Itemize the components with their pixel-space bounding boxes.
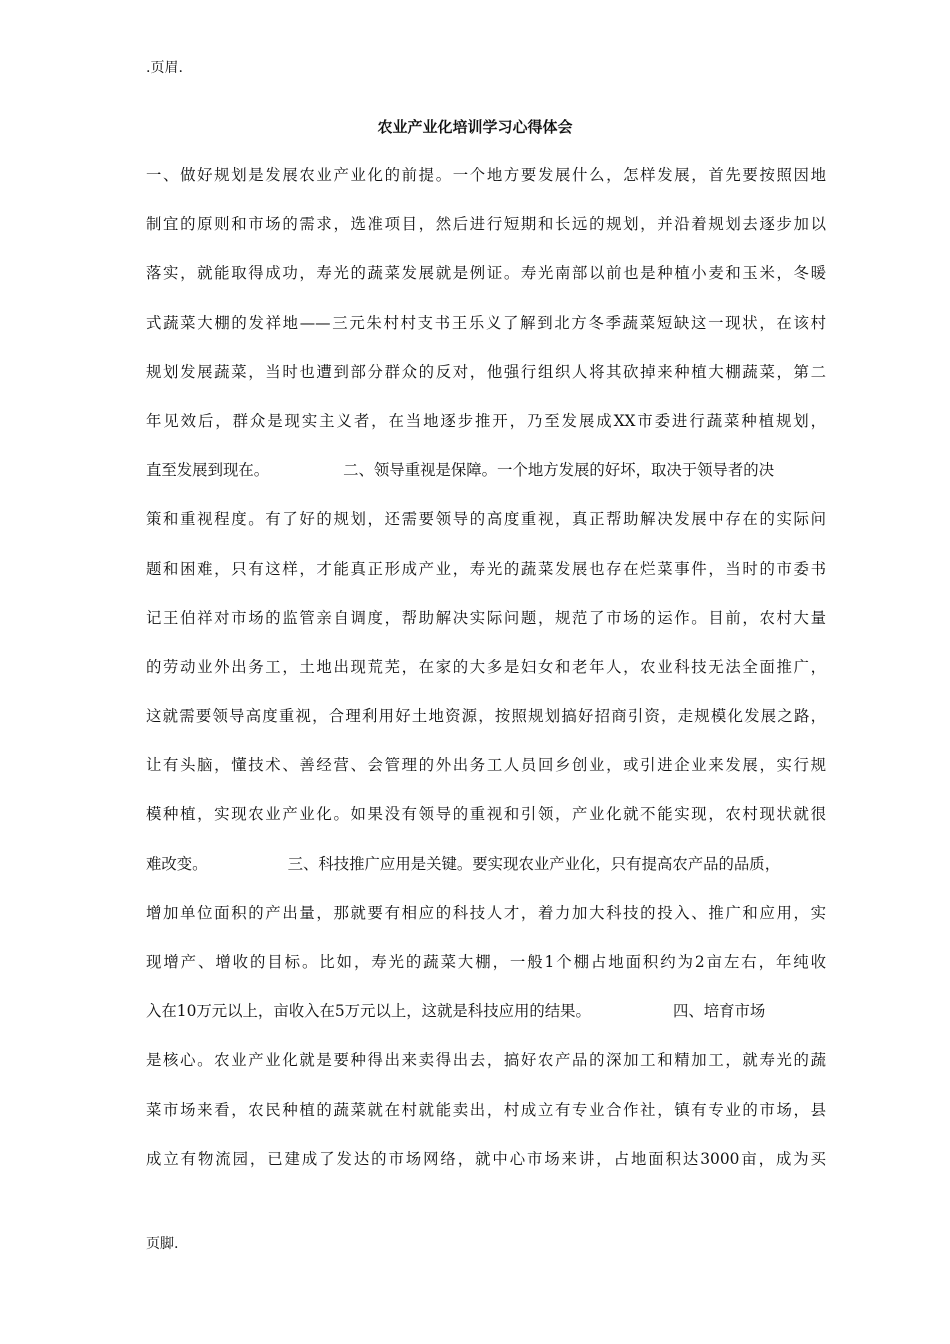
body-line: 一、做好规划是发展农业产业化的前提。一个地方要发展什么，怎样发展，首先要按照因地 [146, 166, 826, 184]
paragraph-end: 直至发展到现在。 [146, 461, 270, 480]
paragraph-start: 四、培育市场 [672, 1002, 766, 1021]
body-line: 模种植，实现农业产业化。如果没有领导的重视和引领，产业化就不能实现，农村现状就很 [146, 805, 826, 824]
paragraph-start: 二、领导重视是保障。一个地方发展的好坏，取决于领导者的决 [343, 461, 775, 480]
body-line: 记王伯祥对市场的监管亲自调度，帮助解决实际问题，规范了市场的运作。目前，农村大量 [146, 608, 826, 627]
body-line: 落实，就能取得成功，寿光的蔬菜发展就是例证。寿光南部以前也是种植小麦和玉米，冬暖 [146, 264, 826, 283]
paragraph-start: 三、科技推广应用是关键。要实现农业产业化，只有提高农产品的品质， [287, 854, 781, 873]
document-title: 农业产业化培训学习心得体会 [377, 118, 573, 136]
body-line: 这就需要领导高度重视，合理利用好土地资源，按照规划搞好招商引资，走规模化发展之路， [146, 707, 826, 726]
body-line: 的劳动业外出务工，土地出现荒芜，在家的大多是妇女和老年人，农业科技无法全面推广， [146, 657, 826, 676]
page-header: .页眉. [146, 60, 183, 76]
body-line [146, 850, 826, 899]
document-body [146, 161, 826, 1194]
body-line: 式蔬菜大棚的发祥地——三元朱村村支书王乐义了解到北方冬季蔬菜短缺这一现状，在该村 [146, 313, 826, 332]
paragraph-end: 入在10万元以上，亩收入在5万元以上，这就是科技应用的结果。 [146, 1002, 591, 1021]
body-line: 制宜的原则和市场的需求，选准项目，然后进行短期和长远的规划，并沿着规划去逐步加以 [146, 215, 826, 234]
body-line: 题和困难，只有这样，才能真正形成产业，寿光的蔬菜发展也存在烂菜事件，当时的市委书 [146, 559, 826, 578]
body-line: 策和重视程度。有了好的规划，还需要领导的高度重视，真正帮助解决发展中存在的实际问 [146, 510, 826, 529]
body-line: 菜市场来看，农民种植的蔬菜就在村就能卖出，村成立有专业合作社，镇有专业的市场，县 [146, 1100, 826, 1119]
paragraph-end: 难改变。 [146, 854, 208, 873]
body-line: 年见效后，群众是现实主义者，在当地逐步推开，乃至发展成XX市委进行蔬菜种植规划， [146, 411, 826, 430]
body-line: 让有头脑，懂技术、善经营、会管理的外出务工人员回乡创业，或引进企业来发展，实行规 [146, 756, 826, 775]
body-line: 增加单位面积的产出量，那就要有相应的科技人才，着力加大科技的投入、推广和应用，实 [146, 903, 826, 922]
page-footer: 页脚. [146, 1236, 179, 1252]
body-line [146, 456, 826, 505]
body-line: 规划发展蔬菜，当时也遭到部分群众的反对，他强行组织人将其砍掉来种植大棚蔬菜，第二 [146, 362, 826, 381]
body-line: 是核心。农业产业化就是要种得出来卖得出去，搞好农产品的深加工和精加工，就寿光的蔬 [146, 1051, 826, 1070]
body-line: 现增产、增收的目标。比如，寿光的蔬菜大棚，一般1个棚占地面积约为2亩左右，年纯收 [146, 953, 826, 971]
body-line [146, 997, 826, 1046]
body-line: 成立有物流园，已建成了发达的市场网络，就中心市场来讲，占地面积达3000亩，成为买 [146, 1149, 826, 1168]
